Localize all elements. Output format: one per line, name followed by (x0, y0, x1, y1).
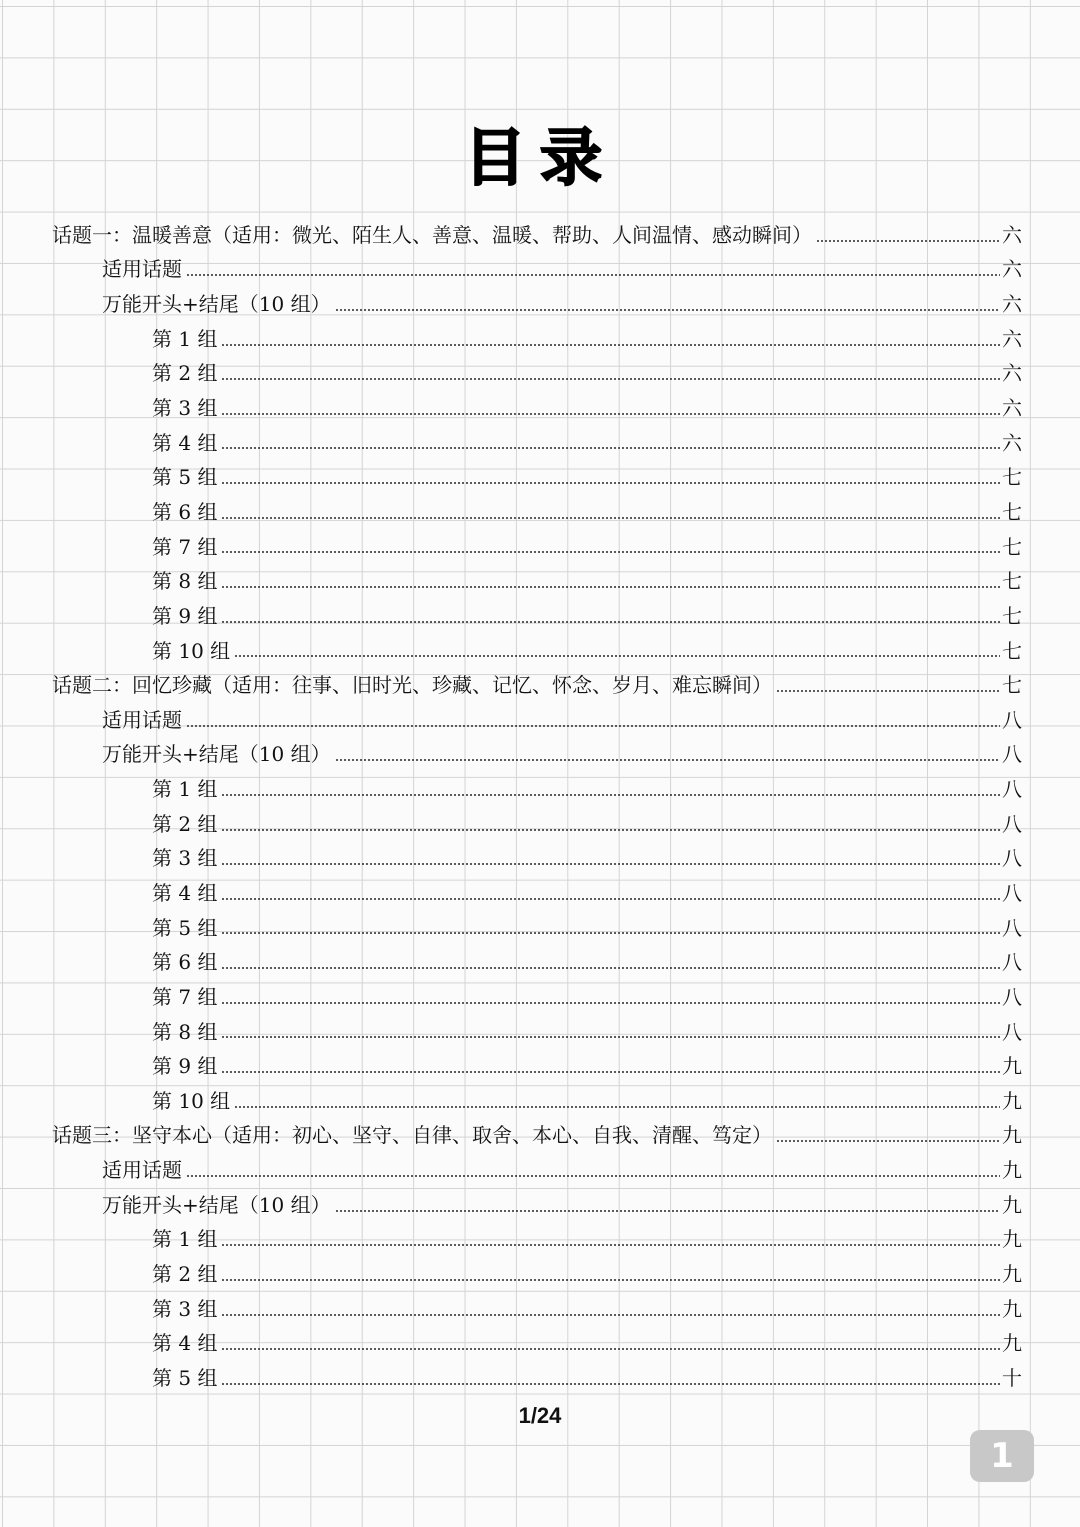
dot-leader (221, 378, 1000, 380)
dot-leader (335, 759, 1000, 761)
toc-entry-page: 九 (1002, 1331, 1022, 1356)
toc-entry-page: 八 (1002, 1019, 1022, 1044)
dot-leader (221, 1244, 1000, 1246)
toc-entry-page: 六 (1002, 292, 1022, 317)
toc-entry-page: 七 (1002, 603, 1022, 628)
dot-leader (221, 829, 1000, 831)
toc-group-entry[interactable] (0, 1047, 1080, 1082)
toc-group-entry[interactable] (0, 1359, 1080, 1394)
dot-leader (186, 274, 1000, 276)
dot-leader (776, 1140, 1000, 1142)
dot-leader (221, 1383, 1000, 1385)
dot-leader (221, 967, 1000, 969)
dot-leader (221, 517, 1000, 519)
toc-entry-page: 七 (1002, 673, 1022, 698)
dot-leader (234, 1106, 1000, 1108)
dot-leader (776, 690, 1000, 692)
toc-group-entry[interactable] (0, 562, 1080, 597)
toc-entry-label: 第 6 组 (152, 950, 218, 975)
toc-entry-label: 第 1 组 (152, 1227, 218, 1252)
toc-group-entry[interactable] (0, 597, 1080, 632)
toc-entry-label: 第 3 组 (152, 1296, 218, 1321)
dot-leader (221, 1279, 1000, 1281)
toc-entry-page: 八 (1002, 742, 1022, 767)
dot-leader (221, 447, 1000, 449)
toc-entry-label: 第 3 组 (152, 846, 218, 871)
toc-group-entry[interactable] (0, 320, 1080, 355)
toc-entry-label: 适用话题 (102, 1158, 182, 1183)
toc-entry-label: 第 2 组 (152, 361, 218, 386)
toc-topic-entry[interactable] (0, 1117, 1080, 1152)
dot-leader (816, 240, 1000, 242)
toc-entry-page: 七 (1002, 534, 1022, 559)
dot-leader (186, 1175, 1000, 1177)
toc-topic-entry[interactable] (0, 666, 1080, 701)
toc-entry-label: 第 8 组 (152, 569, 218, 594)
toc-entry-label: 万能开头+结尾（10 组） (102, 1192, 331, 1217)
toc-entry-page: 八 (1002, 811, 1022, 836)
toc-group-entry[interactable] (0, 840, 1080, 875)
toc-entry-label: 第 10 组 (152, 638, 231, 663)
toc-entry-label: 第 2 组 (152, 811, 218, 836)
toc-entry-page: 九 (1002, 1054, 1022, 1079)
toc-entry-page: 八 (1002, 846, 1022, 871)
toc-entry-page: 七 (1002, 499, 1022, 524)
toc-group-entry[interactable] (0, 1082, 1080, 1117)
toc-entry-label: 第 2 组 (152, 1262, 218, 1287)
toc-entry-label: 万能开头+结尾（10 组） (102, 742, 331, 767)
page-badge[interactable]: 1 (970, 1430, 1034, 1482)
dot-leader (335, 1210, 1000, 1212)
toc-entry-page: 九 (1002, 1227, 1022, 1252)
toc-entry-label: 第 5 组 (152, 465, 218, 490)
toc-section-entry[interactable] (0, 1151, 1080, 1186)
toc-entry-page: 十 (1002, 1365, 1022, 1390)
dot-leader (221, 1314, 1000, 1316)
toc-entry-label: 第 1 组 (152, 326, 218, 351)
toc-group-entry[interactable] (0, 493, 1080, 528)
toc-entry-label: 第 7 组 (152, 534, 218, 559)
toc-entry-label: 第 4 组 (152, 1331, 218, 1356)
toc-entry-page: 六 (1002, 326, 1022, 351)
toc-group-entry[interactable] (0, 528, 1080, 563)
toc-entry-label: 第 7 组 (152, 984, 218, 1009)
dot-leader (335, 309, 1000, 311)
dot-leader (234, 655, 1000, 657)
toc-entry-page: 七 (1002, 465, 1022, 490)
toc-section-entry[interactable] (0, 251, 1080, 286)
toc-entry-page: 六 (1002, 222, 1022, 247)
toc-entry-label: 适用话题 (102, 257, 182, 282)
toc-group-entry[interactable] (0, 1221, 1080, 1256)
page-title: 目录 (463, 121, 616, 194)
toc-entry-page: 九 (1002, 1158, 1022, 1183)
toc-group-entry[interactable] (0, 355, 1080, 390)
toc-group-entry[interactable] (0, 458, 1080, 493)
toc-group-entry[interactable] (0, 632, 1080, 667)
toc-topic-entry[interactable] (0, 216, 1080, 251)
toc-entry-label: 第 9 组 (152, 603, 218, 628)
dot-leader (221, 413, 1000, 415)
toc-entry-page: 九 (1002, 1192, 1022, 1217)
toc-group-entry[interactable] (0, 943, 1080, 978)
toc-entry-label: 适用话题 (102, 707, 182, 732)
toc-group-entry[interactable] (0, 424, 1080, 459)
toc-entry-page: 七 (1002, 638, 1022, 663)
toc-group-entry[interactable] (0, 874, 1080, 909)
toc-entry-page: 六 (1002, 396, 1022, 421)
toc-entry-label: 第 3 组 (152, 396, 218, 421)
toc-entry-label: 第 6 组 (152, 499, 218, 524)
dot-leader (221, 586, 1000, 588)
toc-entry-label: 第 10 组 (152, 1088, 231, 1113)
toc-section-entry[interactable] (0, 701, 1080, 736)
table-of-contents (0, 216, 1080, 1394)
toc-entry-page: 七 (1002, 569, 1022, 594)
toc-entry-label: 话题二：回忆珍藏（适用：往事、旧时光、珍藏、记忆、怀念、岁月、难忘瞬间） (52, 673, 772, 698)
toc-entry-label: 话题一：温暖善意（适用：微光、陌生人、善意、温暖、帮助、人间温情、感动瞬间） (52, 222, 812, 247)
toc-group-entry[interactable] (0, 770, 1080, 805)
dot-leader (221, 1071, 1000, 1073)
toc-entry-label: 第 4 组 (152, 880, 218, 905)
toc-entry-page: 九 (1002, 1123, 1022, 1148)
dot-leader (221, 621, 1000, 623)
toc-group-entry[interactable] (0, 1255, 1080, 1290)
toc-entry-page: 六 (1002, 257, 1022, 282)
toc-section-entry[interactable] (0, 736, 1080, 771)
toc-entry-page: 九 (1002, 1296, 1022, 1321)
dot-leader (221, 344, 1000, 346)
toc-group-entry[interactable] (0, 389, 1080, 424)
toc-entry-label: 话题三：坚守本心（适用：初心、坚守、自律、取舍、本心、自我、清醒、笃定） (52, 1123, 772, 1148)
toc-entry-page: 九 (1002, 1262, 1022, 1287)
dot-leader (221, 794, 1000, 796)
toc-entry-label: 第 5 组 (152, 915, 218, 940)
toc-group-entry[interactable] (0, 909, 1080, 944)
toc-entry-page: 八 (1002, 950, 1022, 975)
dot-leader (221, 1348, 1000, 1350)
toc-entry-label: 第 5 组 (152, 1365, 218, 1390)
toc-entry-page: 八 (1002, 880, 1022, 905)
dot-leader (221, 898, 1000, 900)
page-indicator: 1/24 (518, 1403, 562, 1428)
dot-leader (221, 932, 1000, 934)
toc-section-entry[interactable] (0, 1186, 1080, 1221)
dot-leader (186, 725, 1000, 727)
dot-leader (221, 551, 1000, 553)
toc-group-entry[interactable] (0, 1013, 1080, 1048)
toc-group-entry[interactable] (0, 1325, 1080, 1360)
toc-entry-label: 第 1 组 (152, 777, 218, 802)
toc-group-entry[interactable] (0, 805, 1080, 840)
toc-entry-label: 第 8 组 (152, 1019, 218, 1044)
toc-group-entry[interactable] (0, 1290, 1080, 1325)
dot-leader (221, 863, 1000, 865)
toc-entry-page: 八 (1002, 777, 1022, 802)
dot-leader (221, 1002, 1000, 1004)
toc-entry-page: 八 (1002, 707, 1022, 732)
dot-leader (221, 482, 1000, 484)
toc-entry-page: 六 (1002, 430, 1022, 455)
dot-leader (221, 1036, 1000, 1038)
toc-entry-label: 第 9 组 (152, 1054, 218, 1079)
toc-entry-page: 八 (1002, 915, 1022, 940)
toc-entry-label: 第 4 组 (152, 430, 218, 455)
toc-entry-page: 八 (1002, 984, 1022, 1009)
toc-entry-page: 六 (1002, 361, 1022, 386)
toc-group-entry[interactable] (0, 978, 1080, 1013)
toc-entry-page: 九 (1002, 1088, 1022, 1113)
toc-section-entry[interactable] (0, 285, 1080, 320)
toc-entry-label: 万能开头+结尾（10 组） (102, 292, 331, 317)
